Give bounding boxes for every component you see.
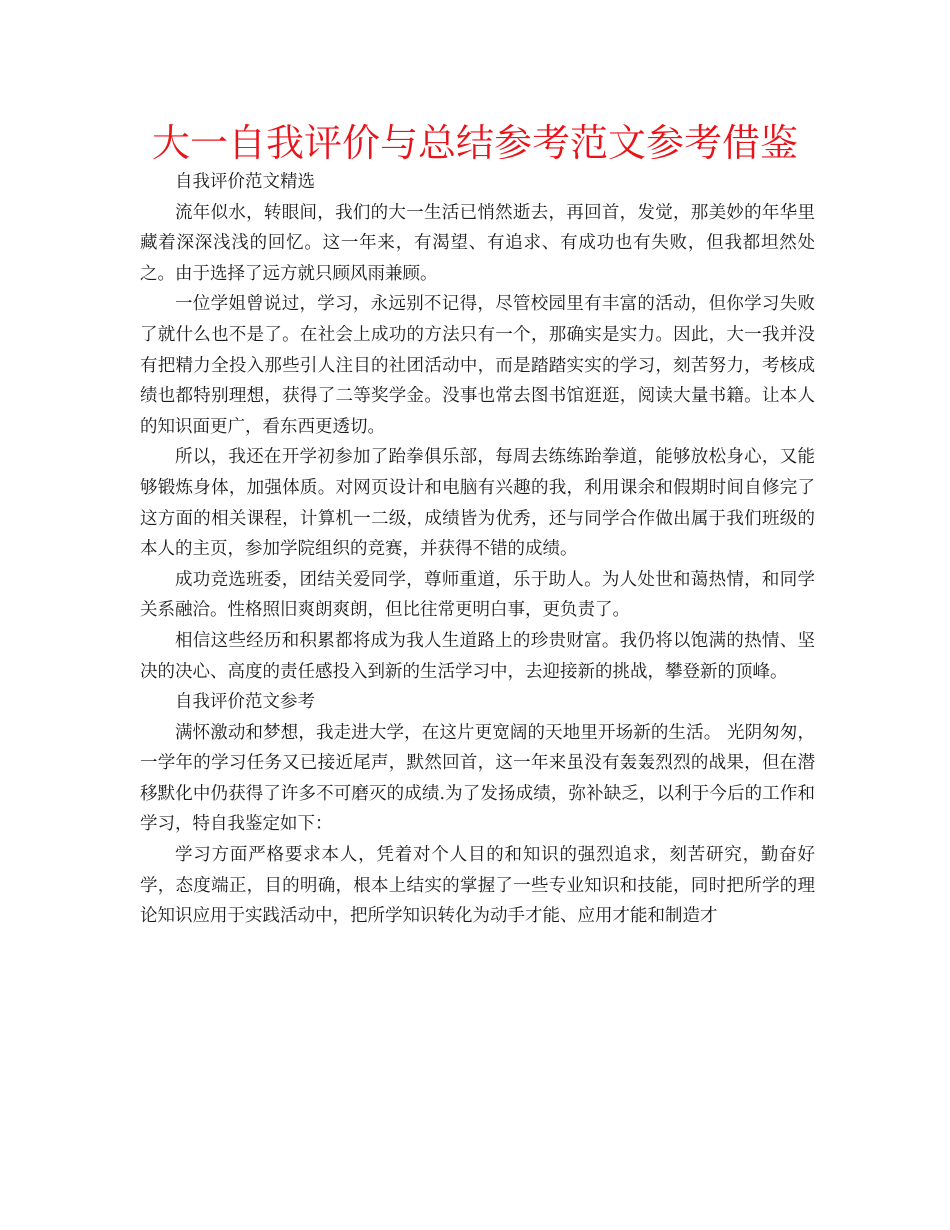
paragraph: 一位学姐曾说过，学习，永远别不记得，尽管校园里有丰富的活动，但你学习失败了就什么也不是了。在社会上成功的方法只有一个，那确实是实力。因此，大一我并没有把精力全投入那些引人注目的社团活动中，而是踏踏实实的学习，刻苦努力，考核成绩也都特别理想，获得了二等奖学金。没事也常去图书馆逛逛，阅读大量书籍。让本人的知识面更广，看东西更透切。	[140, 294, 815, 437]
paragraph: 学习方面严格要求本人，凭着对个人目的和知识的强烈追求，刻苦研究，勤奋好学，态度端正，目的明确，根本上结实的掌握了一些专业知识和技能，同时把所学的理论知识应用于实践活动中，把所学知识转化为动手才能、应用才能和制造才	[140, 845, 815, 927]
paragraph: 相信这些经历和积累都将成为我人生道路上的珍贵财富。我仍将以饱满的热情、坚决的决心、高度的责任感投入到新的生活学习中，去迎接新的挑战，攀登新的顶峰。	[140, 630, 815, 682]
section-heading-2: 自我评价范文参考	[175, 692, 315, 713]
document-title: 大一自我评价与总结参考范文参考借鉴	[151, 121, 798, 165]
paragraph: 流年似水，转眼间，我们的大一生活已悄然逝去，再回首，发觉，那美妙的年华里藏着深深浅浅的回忆。这一年来，有渴望、有追求、有成功也有失败，但我都坦然处之。由于选择了远方就只顾风雨兼顾。	[140, 202, 815, 284]
paragraph: 所以，我还在开学初参加了跆拳俱乐部，每周去练练跆拳道，能够放松身心，又能够锻炼身体，加强体质。对网页设计和电脑有兴趣的我，利用课余和假期时间自修完了这方面的相关课程，计算机一二级，成绩皆为优秀，还与同学合作做出属于我们班级的本人的主页，参加学院组织的竞赛，并获得不错的成绩。	[140, 447, 815, 560]
paragraph: 成功竞选班委，团结关爱同学，尊师重道，乐于助人。为人处世和蔼热情，和同学关系融洽。性格照旧爽朗爽朗，但比往常更明白事，更负责了。	[140, 569, 815, 621]
section-heading-1: 自我评价范文精选	[175, 172, 315, 192]
paragraph: 满怀激动和梦想，我走进大学，在这片更宽阔的天地里开场新的生活。 光阴匆匆，一学年的学习任务又已接近尾声，默然回首，这一年来虽没有轰轰烈烈的战果，但在潜移默化中仍获得了许多不可磨灭的成绩.为了发扬成绩，弥补缺乏，以利于今后的工作和学习，特自我鉴定如下：	[140, 722, 815, 835]
document-body	[140, 167, 815, 932]
